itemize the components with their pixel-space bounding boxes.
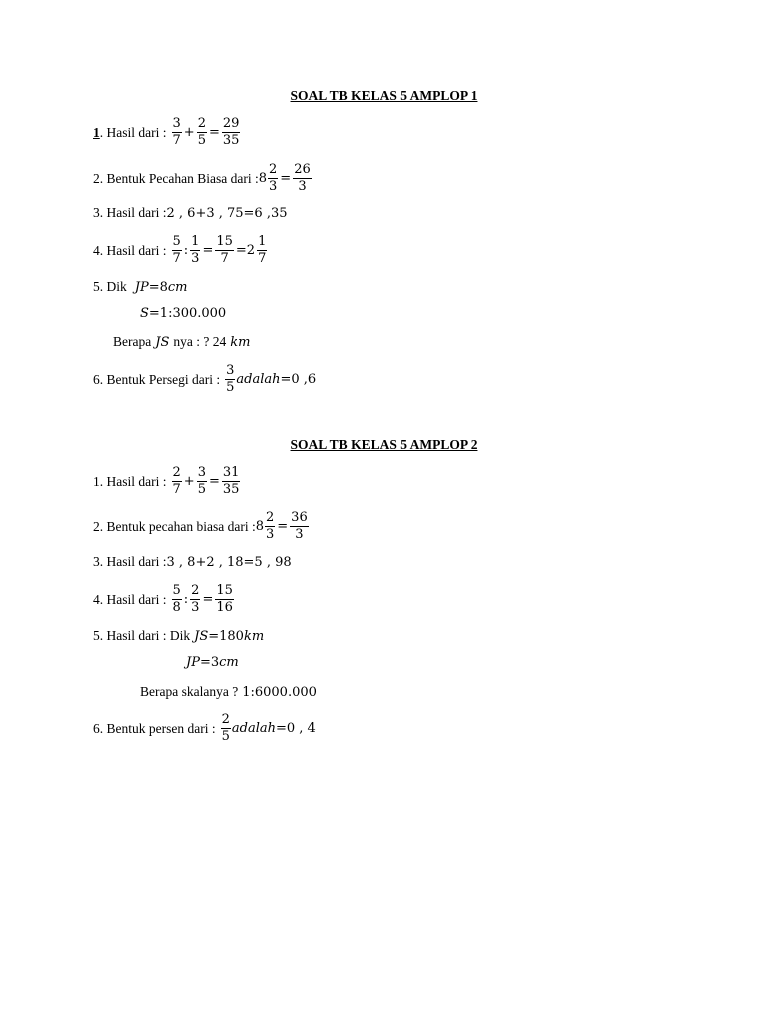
- word-adalah: adalah: [231, 721, 276, 736]
- ask-line-amplop-2: [140, 684, 317, 700]
- fraction-a: $\frac{5}{8}$: [172, 583, 181, 615]
- question-label: 6. Bentuk Persegi dari :: [93, 371, 221, 387]
- question-label: 3. Hasil dari :: [93, 205, 167, 220]
- equals-sign: =: [208, 474, 220, 489]
- equals-sign: =: [277, 519, 289, 534]
- section-title-amplop-2: SOAL TB KELAS 5 AMPLOP 2: [290, 437, 478, 452]
- fraction-result: $\frac{15}{16}$: [216, 583, 233, 615]
- variable-jp: JP: [186, 655, 200, 670]
- question-5-amplop-2: [93, 628, 264, 644]
- question-label: 1. Hasil dari :: [93, 473, 167, 489]
- ask-line-amplop-1: [113, 334, 250, 350]
- operator: +: [183, 125, 195, 140]
- fraction-result: $\frac{31}{35}$: [222, 465, 240, 497]
- scale-line-amplop-1: [140, 306, 226, 321]
- equals-sign: =: [202, 592, 214, 607]
- variable-js: JS: [194, 628, 209, 644]
- question-2-amplop-2: [93, 510, 310, 543]
- value-jp: =3: [199, 655, 220, 670]
- question-4-amplop-2: [93, 583, 235, 616]
- question-label: 5. Hasil dari : Dik: [93, 628, 191, 643]
- section-title-amplop-1: SOAL TB KELAS 5 AMPLOP 1: [290, 88, 478, 103]
- ask-rest: nya : ? 24: [173, 334, 227, 349]
- question-6-amplop-1: [93, 363, 316, 396]
- fraction-b: $\frac{2}{5}$: [197, 116, 206, 148]
- mixed-equals: =2: [235, 243, 256, 258]
- whole-number: 8: [258, 171, 267, 186]
- ask-label: Berapa: [113, 334, 152, 349]
- question-label: 3. Hasil dari :: [93, 554, 167, 569]
- operator: :: [183, 592, 189, 607]
- variable-jp: JP: [134, 279, 149, 295]
- variable-s: S: [140, 306, 149, 321]
- fraction-a: $\frac{3}{7}$: [172, 116, 181, 148]
- question-5-amplop-1: [93, 279, 188, 295]
- fraction-a: $\frac{2}{3}$: [265, 510, 275, 542]
- question-label: . Hasil dari :: [99, 124, 167, 140]
- value-js: =180: [208, 628, 244, 644]
- question-6-amplop-2: [93, 712, 316, 745]
- fraction-result: $\frac{36}{3}$: [291, 510, 308, 542]
- ask-label: Berapa skalanya ?: [140, 684, 239, 699]
- question-4-amplop-1: [93, 234, 268, 267]
- question-label: 4. Hasil dari :: [93, 591, 167, 607]
- fraction-a: $\frac{2}{5}$: [221, 712, 230, 744]
- value-jp: =8: [148, 279, 168, 295]
- unit-km: km: [230, 334, 251, 350]
- fraction-a: $\frac{2}{7}$: [172, 465, 181, 497]
- fraction-b: $\frac{1}{3}$: [191, 234, 200, 266]
- question-3-amplop-1: [93, 205, 288, 221]
- fraction-result: $\frac{15}{7}$: [216, 234, 233, 266]
- ask-value: 1:6000.000: [242, 684, 317, 700]
- question-label: 2. Bentuk pecahan biasa dari :: [93, 518, 256, 534]
- word-adalah: adalah: [236, 372, 281, 387]
- equals-sign: =: [208, 125, 220, 140]
- operator: :: [183, 243, 189, 258]
- question-label: 4. Hasil dari :: [93, 242, 167, 258]
- answer: =0 ,6: [280, 372, 317, 387]
- unit-km: km: [243, 628, 265, 644]
- unit-cm: cm: [219, 655, 239, 670]
- fraction-a: $\frac{5}{7}$: [172, 234, 181, 266]
- value-s: =1:300.000: [148, 306, 227, 321]
- variable-js: JS: [155, 334, 170, 350]
- equals-sign: =: [280, 171, 292, 186]
- question-3-amplop-2: [93, 554, 292, 570]
- question-label: 5. Dik: [93, 279, 127, 294]
- question-1-amplop-2: [93, 465, 241, 498]
- unit-cm: cm: [167, 279, 188, 295]
- fraction-a: $\frac{2}{3}$: [269, 162, 278, 194]
- fraction-b: $\frac{2}{3}$: [191, 583, 200, 615]
- fraction-result: $\frac{26}{3}$: [294, 162, 311, 194]
- fraction-mixed: $\frac{1}{7}$: [258, 234, 267, 266]
- question-1-amplop-1: [93, 116, 241, 149]
- question-label: 6. Bentuk persen dari :: [93, 720, 216, 736]
- expression: 3 , 8+2 , 18=5 , 98: [166, 554, 292, 570]
- fraction-a: $\frac{3}{5}$: [226, 363, 235, 395]
- answer: =0 , 4: [276, 721, 316, 736]
- fraction-result: $\frac{29}{35}$: [222, 116, 240, 148]
- expression: 2 , 6+3 , 75=6 ,35: [166, 205, 288, 221]
- fraction-b: $\frac{3}{5}$: [197, 465, 206, 497]
- operator: +: [183, 474, 195, 489]
- question-label: 2. Bentuk Pecahan Biasa dari :: [93, 170, 259, 186]
- question-number: 1: [93, 124, 100, 140]
- question-2-amplop-1: [93, 162, 313, 195]
- equals-sign: =: [202, 243, 214, 258]
- jp-line-amplop-2: [186, 655, 239, 670]
- whole-number: 8: [255, 519, 264, 534]
